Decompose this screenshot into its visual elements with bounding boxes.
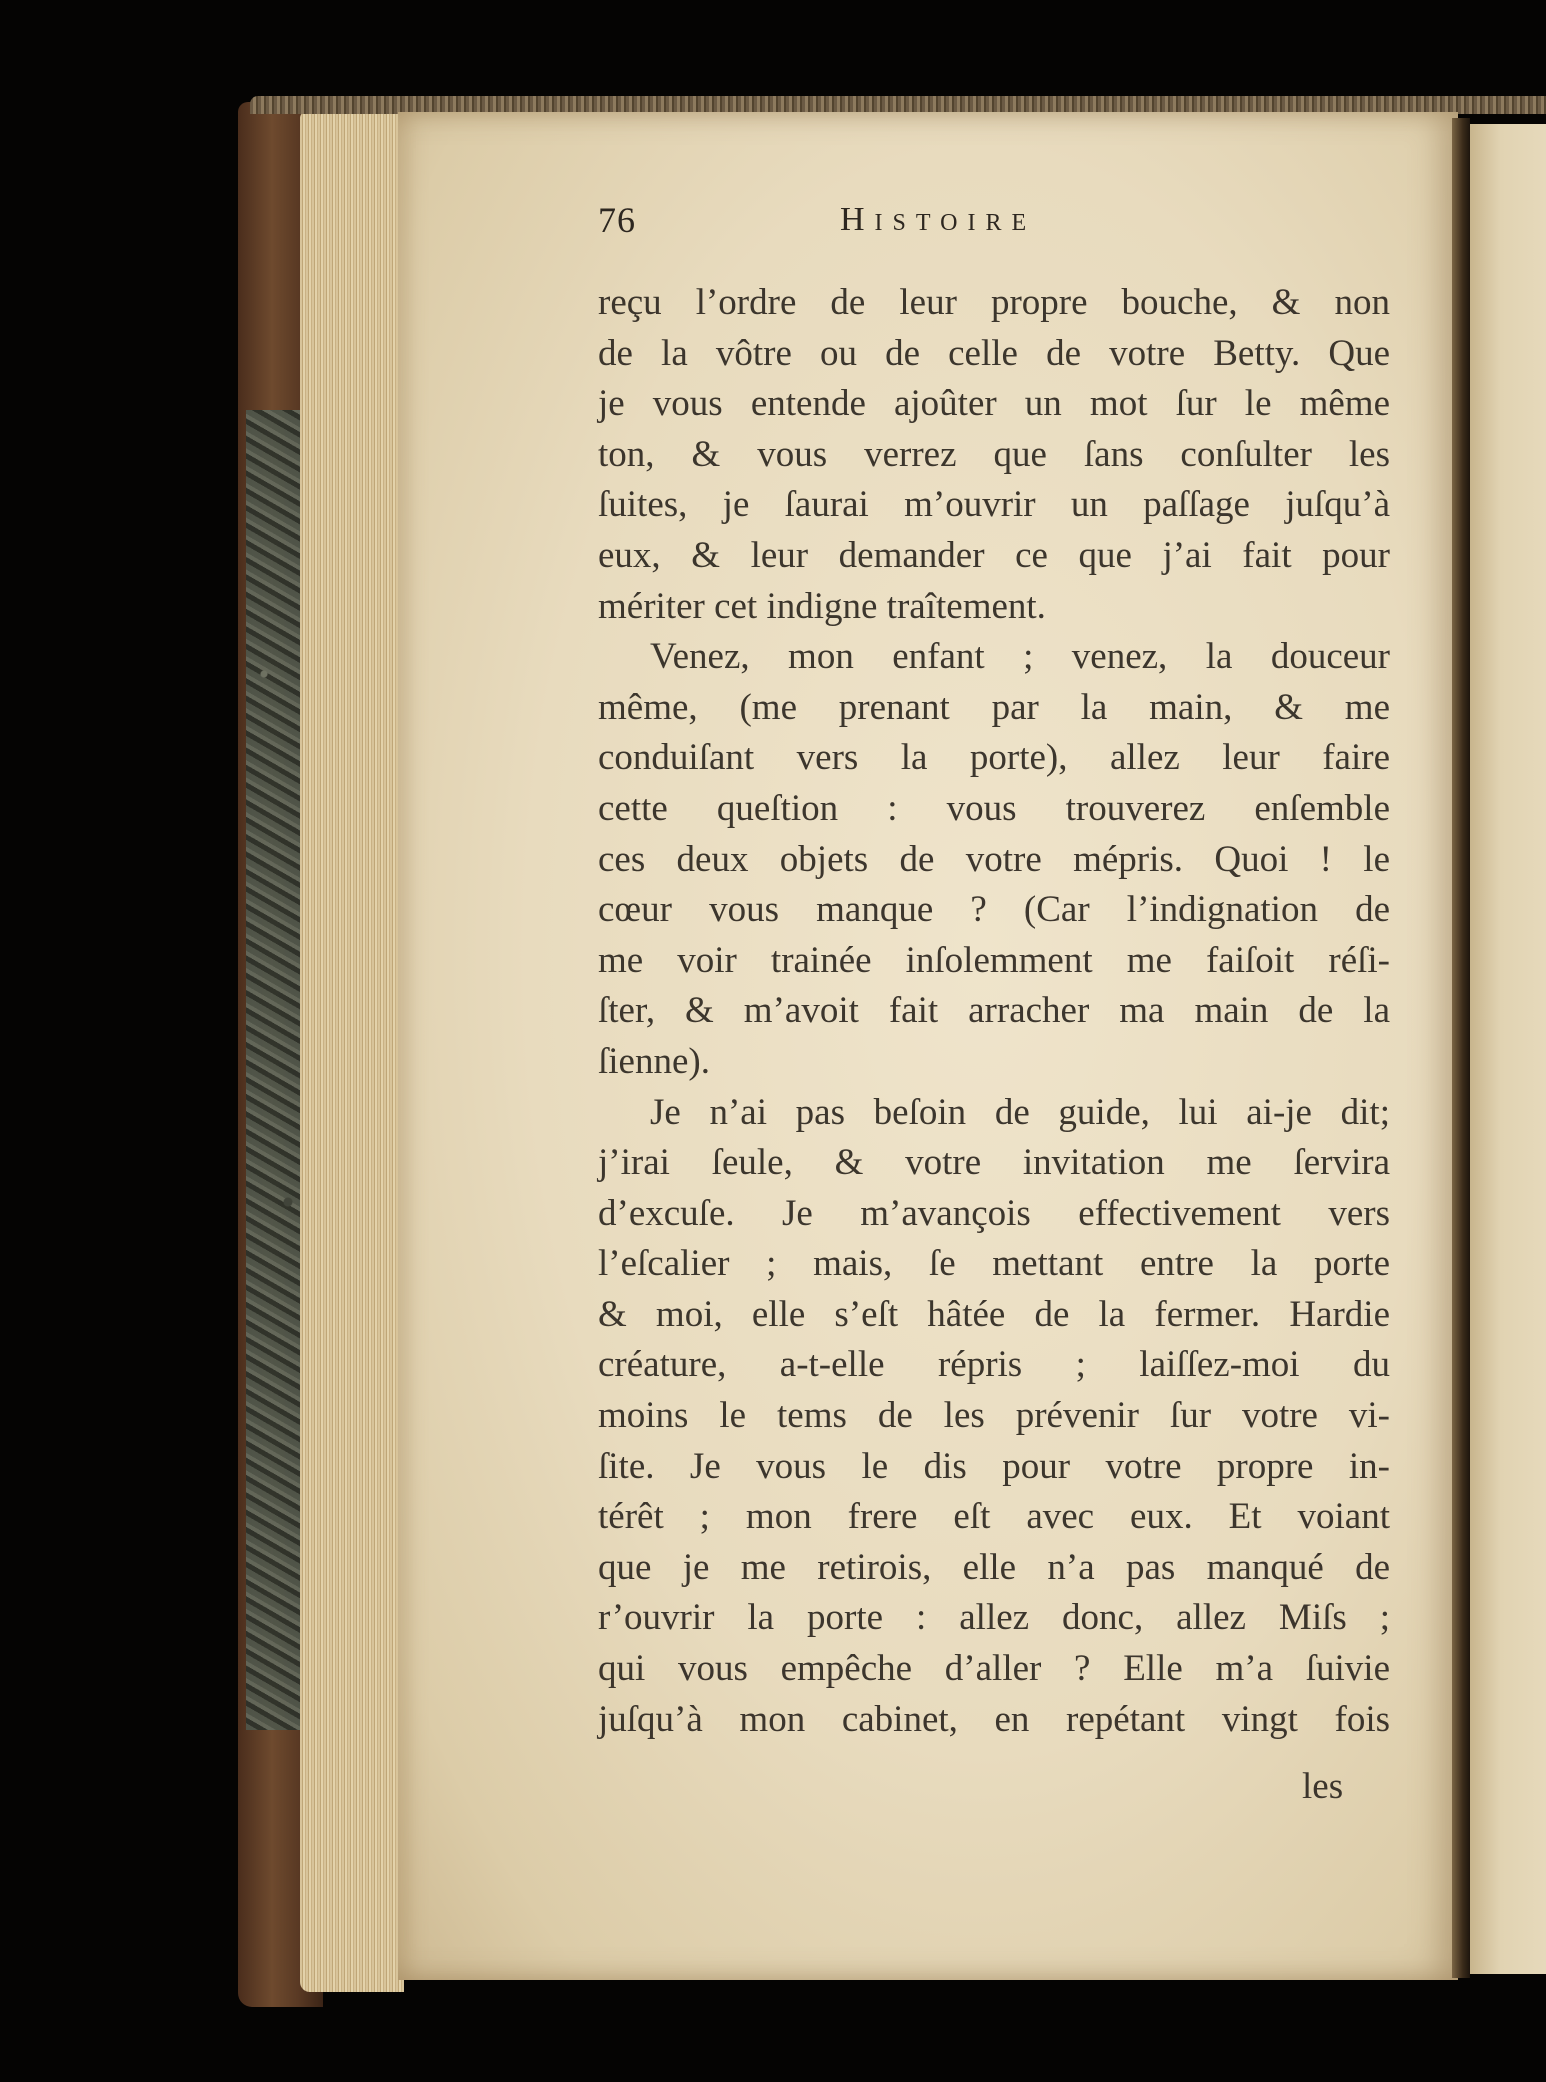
text-line: je vous entende ajoûter un mot ſur le même xyxy=(598,383,1390,425)
text-line: ſite. Je vous le dis pour votre propre in- xyxy=(598,1445,1390,1487)
text-line: cœur vous manque ? (Car l’indignation de xyxy=(598,889,1390,931)
text-line: que je me retirois, elle n’a pas manqué de xyxy=(598,1546,1390,1588)
text-line: d’excuſe. Je m’avançois effectivement vers xyxy=(598,1192,1390,1234)
text-line: moins le tems de les prévenir ſur votre vi- xyxy=(598,1395,1390,1437)
gutter xyxy=(1452,118,1470,1978)
text-line: cette queſtion : vous trouverez enſemble xyxy=(598,787,1390,829)
text-line: ſuites, je ſaurai m’ouvrir un paſſage juſqu’à xyxy=(598,484,1390,526)
running-head xyxy=(0,0,1546,240)
text-line: reçu l’ordre de leur propre bouche, & non xyxy=(598,282,1390,323)
text-line: juſqu’à mon cabinet, en repétant vingt fois xyxy=(598,1698,1390,1740)
page-edges xyxy=(300,112,404,1992)
text-line: l’eſcalier ; mais, ſe mettant entre la porte xyxy=(598,1243,1390,1285)
text-line: qui vous empêche d’aller ? Elle m’a ſuivie xyxy=(598,1648,1390,1690)
text-line: même, (me prenant par la main, & me xyxy=(598,686,1390,728)
text-line: me voir trainée inſolemment me faiſoit réſi- xyxy=(598,939,1390,981)
text-line: j’irai ſeule, & votre invitation me ſervira xyxy=(598,1142,1390,1184)
text-line: ſter, & m’avoit fait arracher ma main de la xyxy=(598,990,1390,1032)
facing-page xyxy=(1470,124,1546,1974)
text-line: térêt ; mon frere eſt avec eux. Et voiant xyxy=(598,1496,1390,1538)
catchword: les xyxy=(1302,1766,1344,1807)
text-line: ces deux objets de votre mépris. Quoi ! le xyxy=(598,838,1390,880)
text-line: eux, & leur demander ce que j’ai fait pour xyxy=(598,534,1390,576)
text-line: créature, a-t-elle répris ; laiſſez-moi du xyxy=(598,1344,1390,1386)
page-number: 76 xyxy=(598,200,636,240)
running-title: Histoire xyxy=(840,201,1037,238)
text-line: r’ouvrir la porte : allez donc, allez Miſs ; xyxy=(598,1597,1390,1639)
text-line: conduiſant vers la porte), allez leur faire xyxy=(598,737,1390,779)
text-line: & moi, elle s’eſt hâtée de la fermer. Hardie xyxy=(598,1293,1390,1335)
text-line: mériter cet indigne traîtement. xyxy=(598,585,1046,627)
text-line: ſienne). xyxy=(598,1040,710,1082)
text-line: ton, & vous verrez que ſans conſulter les xyxy=(598,433,1390,475)
text-line: Venez, mon enfant ; venez, la douceur xyxy=(650,636,1390,678)
body-text xyxy=(598,278,1390,1745)
marbled-cover-paper xyxy=(246,410,306,1730)
text-line: de la vôtre ou de celle de votre Betty. Que xyxy=(598,332,1390,374)
text-line: Je n’ai pas beſoin de guide, lui ai-je dit; xyxy=(650,1091,1390,1133)
